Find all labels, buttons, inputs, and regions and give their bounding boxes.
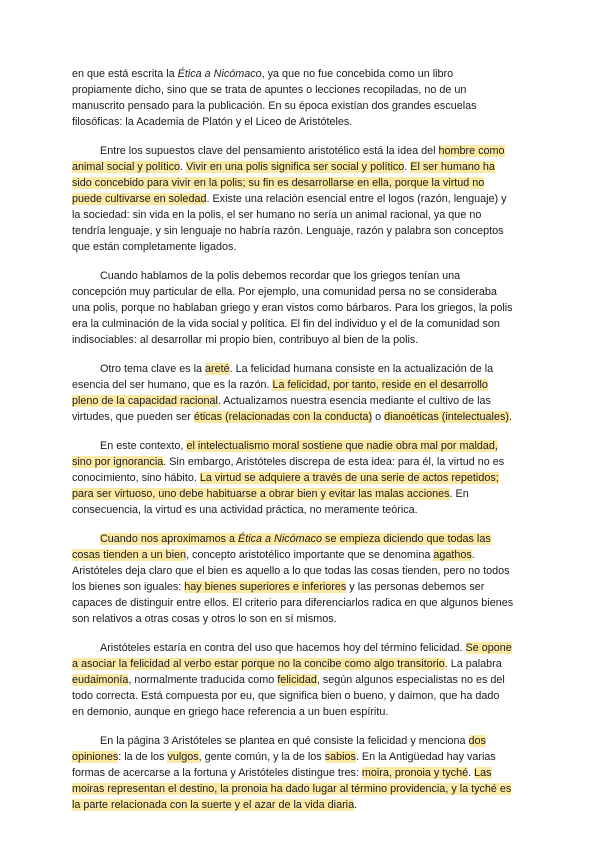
text-run: En la página 3 Aristóteles se plantea en qué consiste la felicidad y menciona: [100, 734, 469, 747]
text-run: .: [468, 767, 475, 780]
highlighted-text: felicidad: [277, 674, 317, 687]
text-run: . En la Antigüedad hay varias formas de acercarse a la fortuna y Aristóteles distingue tres:: [72, 750, 496, 780]
text-run: Otro tema clave es la: [100, 363, 206, 375]
highlighted-text: el intelectualismo moral sostiene que nadie obra mal por maldad, sino por ignorancia: [72, 439, 498, 468]
highlighted-text: hay bienes superiores e inferiores: [184, 581, 347, 594]
paragraph: [72, 268, 514, 348]
text-run: . Aristóteles deja claro que el bien es aquello a lo que todas las cosas tienden, pero no todos los bienes son iguales:: [72, 548, 510, 594]
text-run: : la de los: [118, 750, 168, 763]
paragraph: [72, 143, 514, 256]
text-run: o: [372, 411, 385, 424]
text-run: , normalmente traducida como: [128, 674, 278, 687]
highlighted-text: dianoéticas (intelectuales): [384, 411, 509, 424]
text-run: En este contexto,: [100, 439, 187, 452]
text-run: Aristóteles estaría en contra del uso que hacemos hoy del término felicidad.: [100, 641, 466, 654]
highlighted-text: areté: [205, 363, 230, 375]
text-run: .: [180, 160, 187, 173]
highlighted-text: La felicidad, por tanto, reside en el desarrollo pleno de la capacidad racional: [72, 379, 488, 408]
text-run: y las personas debemos ser capaces de distinguir entre ellos. El criterio para diferenciarlos radica en que algunos bienes son relativos a otras cosas y otros lo son en sí mismos.: [72, 581, 514, 626]
highlighted-text: agathos: [433, 548, 472, 561]
highlighted-text: El ser humano ha sido concebido para vivir en la polis; su fin es desarrollarse en ella, porque la virtud no puede cultivarse en soledad: [72, 160, 495, 206]
text-run: en que está escrita la: [72, 68, 178, 80]
text-run: .: [354, 799, 358, 812]
text-run: .: [404, 160, 411, 173]
paragraph: [72, 361, 514, 425]
text-run: Entre los supuestos clave del pensamiento aristotélico está la idea del: [100, 144, 439, 157]
text-run: , gente común, y la de los: [198, 750, 325, 763]
text-run: . En consecuencia, la virtud es una actividad práctica, no meramente teórica.: [72, 488, 469, 517]
paragraph: [72, 640, 514, 720]
text-run: . Existe una relación esencial entre el logos (razón, lenguaje) y la sociedad: sin vida en la polis, el ser humano no sería un animal racional, ya que no tendría lenguaje, y sin lenguaje no habría razón. Lenguaje, razón y palabra son conceptos que están completamente ligados.: [72, 193, 507, 254]
highlighted-text: Se opone a asociar la felicidad al verbo estar porque no la concibe como algo transitorio: [72, 641, 512, 670]
highlighted-text: sabios: [324, 750, 356, 763]
text-run: . Sin embargo, Aristóteles discrepa de esta idea: para él, la virtud no es conocimiento, sino hábito.: [72, 455, 505, 485]
highlighted-text: Ética a Nicómaco: [238, 532, 323, 545]
highlighted-text: Cuando nos aproximamos a: [100, 532, 239, 545]
highlighted-text: éticas (relacionadas con la conducta): [193, 411, 373, 424]
highlighted-text: se empieza diciendo que todas las cosas tienden a un bien: [72, 532, 491, 561]
highlighted-text: vulgos: [167, 750, 199, 763]
text-run: . La palabra: [444, 658, 502, 670]
highlighted-text: La virtud se adquiere a través de una serie de actos repetidos; para ser virtuoso, uno debe habituarse a obrar bien y evitar las malas acciones: [72, 472, 499, 501]
text-run: . La felicidad humana consiste en la actualización de la esencia del ser humano, que es la razón.: [72, 363, 494, 392]
text-run: Cuando hablamos de la polis debemos recordar que los griegos tenían una concepción muy particular de ella. Por ejemplo, una comunidad persa no se consideraba una polis, porque no hablaban griego y eran vistos como bárbaros. Para los griegos, la polis era la culminación de la vida social y política. El fin del individuo y el de la comunidad son indisociables: al desarrollar mi propio bien, contribuyo al bien de la polis.: [72, 270, 513, 347]
highlighted-text: Vivir en una polis significa ser social y político: [186, 160, 405, 173]
highlighted-text: hombre como animal social y político: [72, 144, 505, 173]
text-run: , según algunos especialistas no es del todo correcta. Está compuesta por eu, que significa bien o bueno, y daimon, que ha dado en demonio, aunque en griego hace referencia a un buen espíritu.: [72, 674, 505, 719]
paragraph: [72, 438, 514, 518]
paragraph: [72, 733, 514, 813]
text-run: . Actualizamos nuestra esencia mediante el cultivo de las virtudes, que pueden ser: [72, 395, 491, 424]
text-run: .: [508, 411, 512, 424]
highlighted-text: moira, pronoia y tyché: [361, 767, 469, 780]
paragraph: [72, 66, 514, 130]
paragraph: [72, 531, 514, 628]
text-run: , concepto aristotélico importante que se denomina: [186, 548, 434, 561]
highlighted-text: eudaimonía: [72, 674, 129, 687]
text-run: , ya que no fue concebida como un libro propiamente dicho, sino que se trata de apuntes o lecciones recopiladas, no de un manuscrito pensado para la publicación. En su época existían dos grandes escuelas filosóficas: la Academia de Platón y el Liceo de Aristóteles.: [72, 68, 477, 129]
highlighted-text: dos opiniones: [72, 734, 486, 763]
highlighted-text: Las moiras representan el destino, la pronoia ha dado lugar al término providencia, y la tyché es la parte relacionada con la suerte y el azar de la vida diaria: [72, 767, 512, 812]
text-run: Ética a Nicómaco: [177, 68, 262, 80]
